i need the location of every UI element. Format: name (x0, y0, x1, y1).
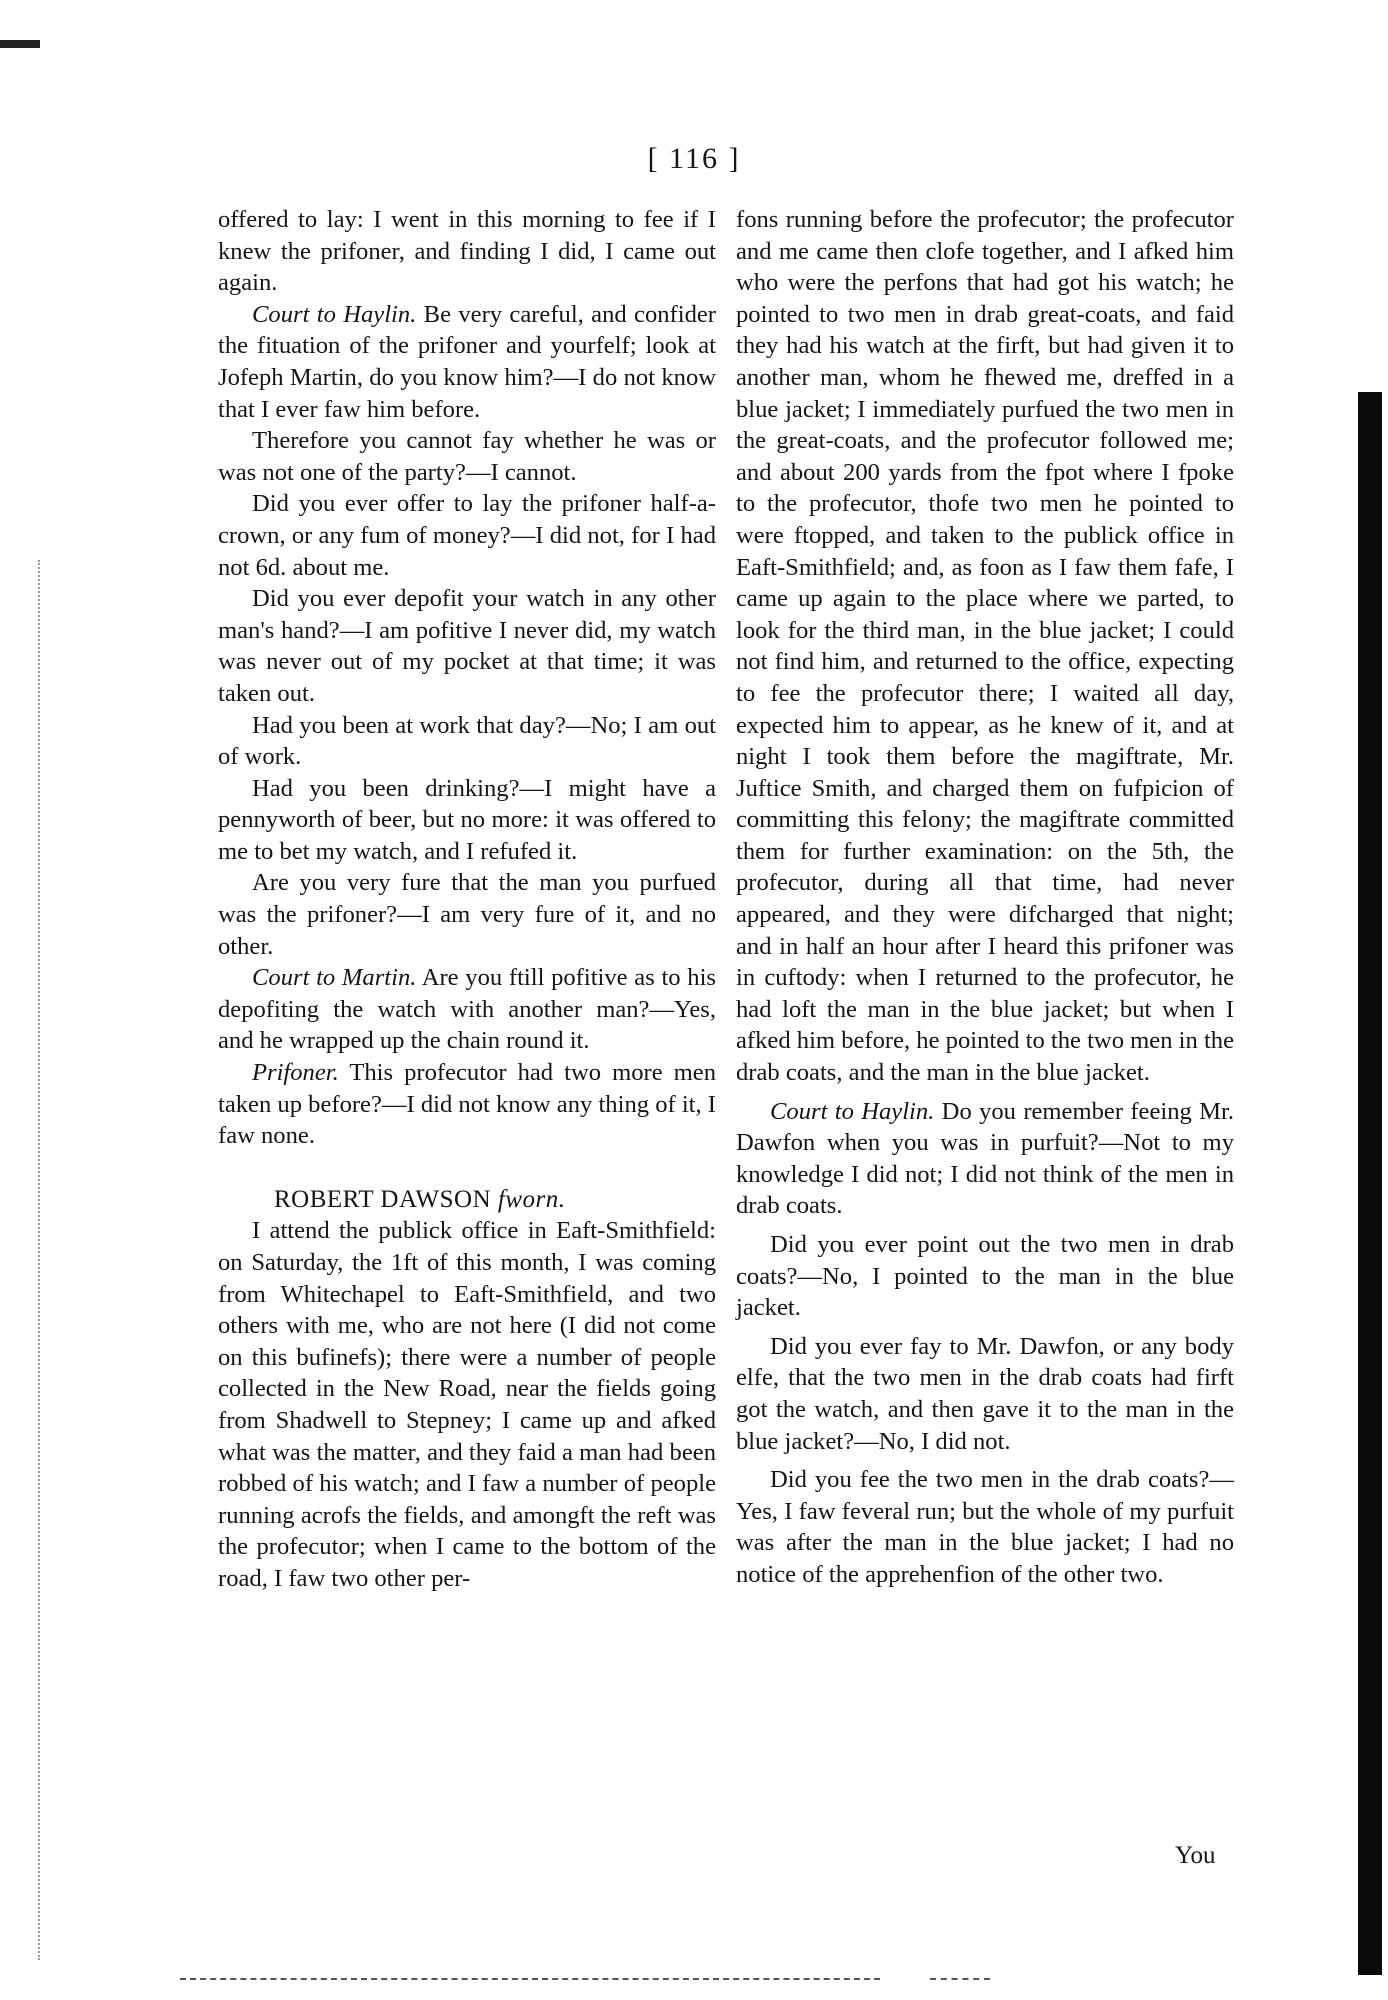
paragraph: Did you ever point out the two men in drab coats?—No, I pointed to the man in the blue jacket. (736, 1231, 1234, 1322)
catchword: You (1175, 1842, 1216, 1869)
paragraph: Did you ever offer to lay the prifoner half-a-crown, or any fum of money?—I did not, for I had not 6d. about me. (218, 490, 716, 581)
scan-footer-rule (180, 1978, 880, 1980)
right-column (736, 204, 1234, 1591)
paragraph (218, 962, 716, 1057)
scan-gutter-marks (38, 560, 46, 1960)
witness-note: fworn. (497, 1185, 566, 1213)
scan-corner-mark (0, 40, 40, 48)
paragraph: Are you very fure that the man you purfued was the prifoner?—I am very fure of it, and no other. (218, 869, 716, 960)
paragraph: Had you been drinking?—I might have a pennyworth of beer, but no more: it was offered to me to bet my watch, and I refufed it. (218, 774, 716, 865)
paragraph (736, 1096, 1234, 1222)
speaker-label: Court to Haylin. (770, 1097, 935, 1125)
paragraph-text: This profecutor had two more men taken up before?—I did not know any thing of it, I faw none. (218, 1059, 716, 1150)
scan-footer-rule (930, 1978, 990, 1980)
paragraph: fons running before the profecutor; the profecutor and me came then clofe together, and I afked him who were the perfons that had got his watch; he pointed to two men in drab great-coats, and faid they had his watch at the firft, but had given it to another man, whom he fhewed me, dreffed in a blue jacket; I immediately purfued the two men in the great-coats, and the profecutor followed me; and about 200 yards from the fpot where I fpoke to the profecutor, thofe two men he pointed to were ftopped, and taken to the publick office in Eaft-Smithfield; and, as foon as I faw them fafe, I came up again to the place where we parted, to look for the third man, in the blue jacket; I could not find him, and returned to the office, expecting to fee the profecutor there; I waited all day, expected him to appear, as he knew of it, and at night I took them before the magiftrate, Mr. Juftice Smith, and charged them on fufpicion of committing this felony; the magiftrate committed them for further examination: on the 5th, the profecutor, during all that time, had never appeared, and they were difcharged that night; and in half an hour after I heard this prifoner was in cuftody: when I returned to the profecutor, he had loft the man in the blue jacket; but when I afked him before, he pointed to the two men in the drab coats, and the man in the blue jacket. (736, 206, 1234, 1087)
paragraph (218, 299, 716, 425)
paragraph: Had you been at work that day?—No; I am out of work. (218, 711, 716, 771)
paragraph: Did you ever fay to Mr. Dawfon, or any body elfe, that the two men in the drab coats had firft got the watch, and then gave it to the man in the blue jacket?—No, I did not. (736, 1332, 1234, 1455)
paragraph: Did you fee the two men in the drab coats?—Yes, I faw feveral run; but the whole of my purfuit was after the man in the blue jacket; I had no notice of the apprehenfion of the other two. (736, 1466, 1234, 1588)
witness-name: ROBERT DAWSON (274, 1185, 492, 1213)
paragraph: offered to lay: I went in this morning to fee if I knew the prifoner, and finding I did, I came out again. (218, 206, 716, 297)
page-number: [ 116 ] (647, 142, 741, 175)
paragraph (218, 1057, 716, 1152)
paragraph: Did you ever depofit your watch in any other man's hand?—I am pofitive I never did, my watch was never out of my pocket at that time; it was taken out. (218, 585, 716, 707)
paragraph-text: Be very careful, and confider the fituation of the prifoner and yourfelf; look at Jofeph Martin, do you know him?—I do not know that I ever faw him before. (218, 300, 716, 423)
scan-edge-bar (1358, 392, 1382, 1975)
paragraph-text: Do you remember feeing Mr. Dawfon when you was in purfuit?—Not to my knowledge I did not; I did not think of the men in drab coats. (736, 1097, 1235, 1220)
speaker-label: Court to Martin. (252, 964, 417, 992)
speaker-label: Court to Haylin. (252, 300, 417, 328)
paragraph-text: Are you ftill pofitive as to his depofiting the watch with another man?—Yes, and he wrapped up the chain round it. (218, 964, 716, 1055)
paragraph: I attend the publick office in Eaft-Smithfield: on Saturday, the 1ft of this month, I was coming from Whitechapel to Eaft-Smithfield, and two others with me, who are not here (I did not come on this bufinefs); there were a number of people collected in the New Road, near the fields going from Shadwell to Stepney; I came up and afked what was the matter, and they faid a man had been robbed of his watch; and I faw a number of people running acrofs the fields, and amongft the reft was the profecutor; when I came to the bottom of the road, I faw two other per- (218, 1217, 716, 1592)
witness-heading (218, 1184, 716, 1216)
left-column (218, 204, 716, 1595)
speaker-label: Prifoner. (252, 1059, 339, 1087)
paragraph: Therefore you cannot fay whether he was or was not one of the party?—I cannot. (218, 427, 716, 486)
